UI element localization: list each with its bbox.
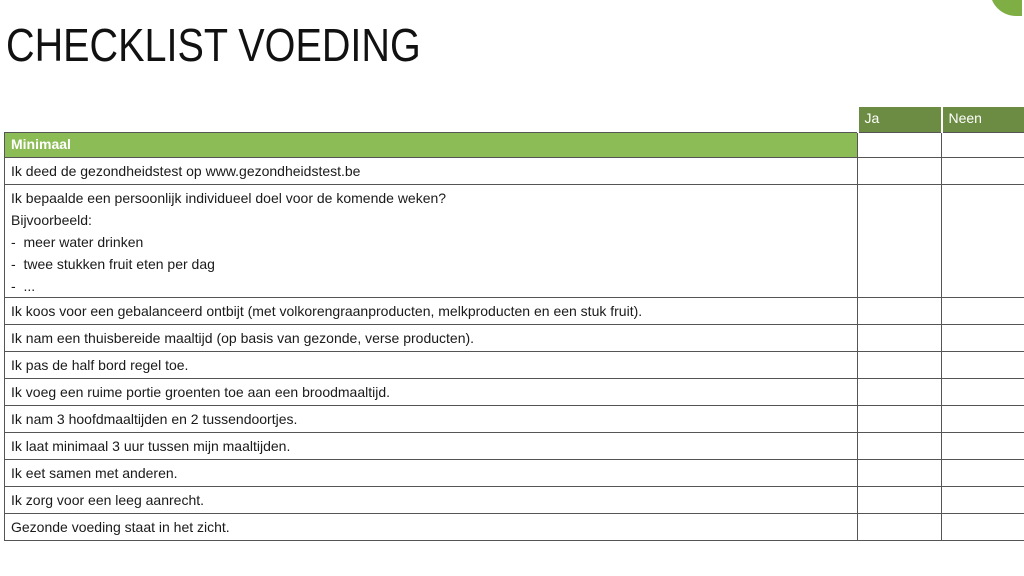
checkbox-neen[interactable] [942,184,1024,297]
checkbox-neen[interactable] [942,157,1024,184]
checkbox-neen[interactable] [942,324,1024,351]
row-text: Ik eet samen met anderen. [5,459,858,486]
checkbox-ja[interactable] [858,184,942,297]
checkbox-neen[interactable] [942,132,1024,157]
checkbox-neen[interactable] [942,297,1024,324]
table-row [5,351,1024,378]
row-text: Ik deed de gezondheidstest op www.gezondheidstest.be [5,157,858,184]
checklist-table [4,107,1024,541]
example-item: - twee stukken fruit eten per dag [11,253,851,275]
checkbox-ja[interactable] [858,486,942,513]
row-text: Ik laat minimaal 3 uur tussen mijn maaltijden. [5,432,858,459]
table-row [5,324,1024,351]
checkbox-neen[interactable] [942,351,1024,378]
table-row [5,184,1024,297]
example-label: Bijvoorbeeld: [11,211,92,228]
row-text: Gezonde voeding staat in het zicht. [5,513,858,540]
example-item: - ... [11,275,851,297]
column-header-ja: Ja [858,107,942,132]
checkbox-ja[interactable] [858,132,942,157]
checkbox-ja[interactable] [858,459,942,486]
checkbox-ja[interactable] [858,432,942,459]
example-item: - meer water drinken [11,231,851,253]
row-text: Ik nam een thuisbereide maaltijd (op basis van gezonde, verse producten). [5,324,858,351]
table-row [5,297,1024,324]
checkbox-ja[interactable] [858,157,942,184]
page-title: CHECKLIST VOEDING [6,19,421,71]
row-text: Ik zorg voor een leeg aanrecht. [5,486,858,513]
checkbox-neen[interactable] [942,378,1024,405]
section-row-minimaal [5,132,1024,157]
checkbox-neen[interactable] [942,405,1024,432]
row-text: Ik voeg een ruime portie groenten toe aan een broodmaaltijd. [5,378,858,405]
table-header-row [5,107,1024,132]
checkbox-ja[interactable] [858,324,942,351]
checkbox-neen[interactable] [942,432,1024,459]
section-label: Minimaal [5,132,858,157]
column-header-neen: Neen [942,107,1024,132]
row-intro: Ik bepaalde een persoonlijk individueel doel voor de komende weken? [11,189,447,206]
table-row [5,378,1024,405]
row-text: Ik pas de half bord regel toe. [5,351,858,378]
checkbox-ja[interactable] [858,405,942,432]
decorative-corner-shape [990,0,1022,16]
checkbox-ja[interactable] [858,297,942,324]
checkbox-neen[interactable] [942,459,1024,486]
table-row [5,459,1024,486]
row-text: Ik koos voor een gebalanceerd ontbijt (met volkorengraanproducten, melkproducten en een stuk fruit). [5,297,858,324]
checkbox-ja[interactable] [858,378,942,405]
table-row [5,405,1024,432]
checkbox-neen[interactable] [942,486,1024,513]
table-row [5,486,1024,513]
table-row [5,432,1024,459]
table-row [5,513,1024,540]
checkbox-ja[interactable] [858,351,942,378]
checkbox-neen[interactable] [942,513,1024,540]
row-text-multiline [5,184,858,297]
checkbox-ja[interactable] [858,513,942,540]
table-row [5,157,1024,184]
row-text: Ik nam 3 hoofdmaaltijden en 2 tussendoortjes. [5,405,858,432]
header-blank-cell [5,107,858,132]
